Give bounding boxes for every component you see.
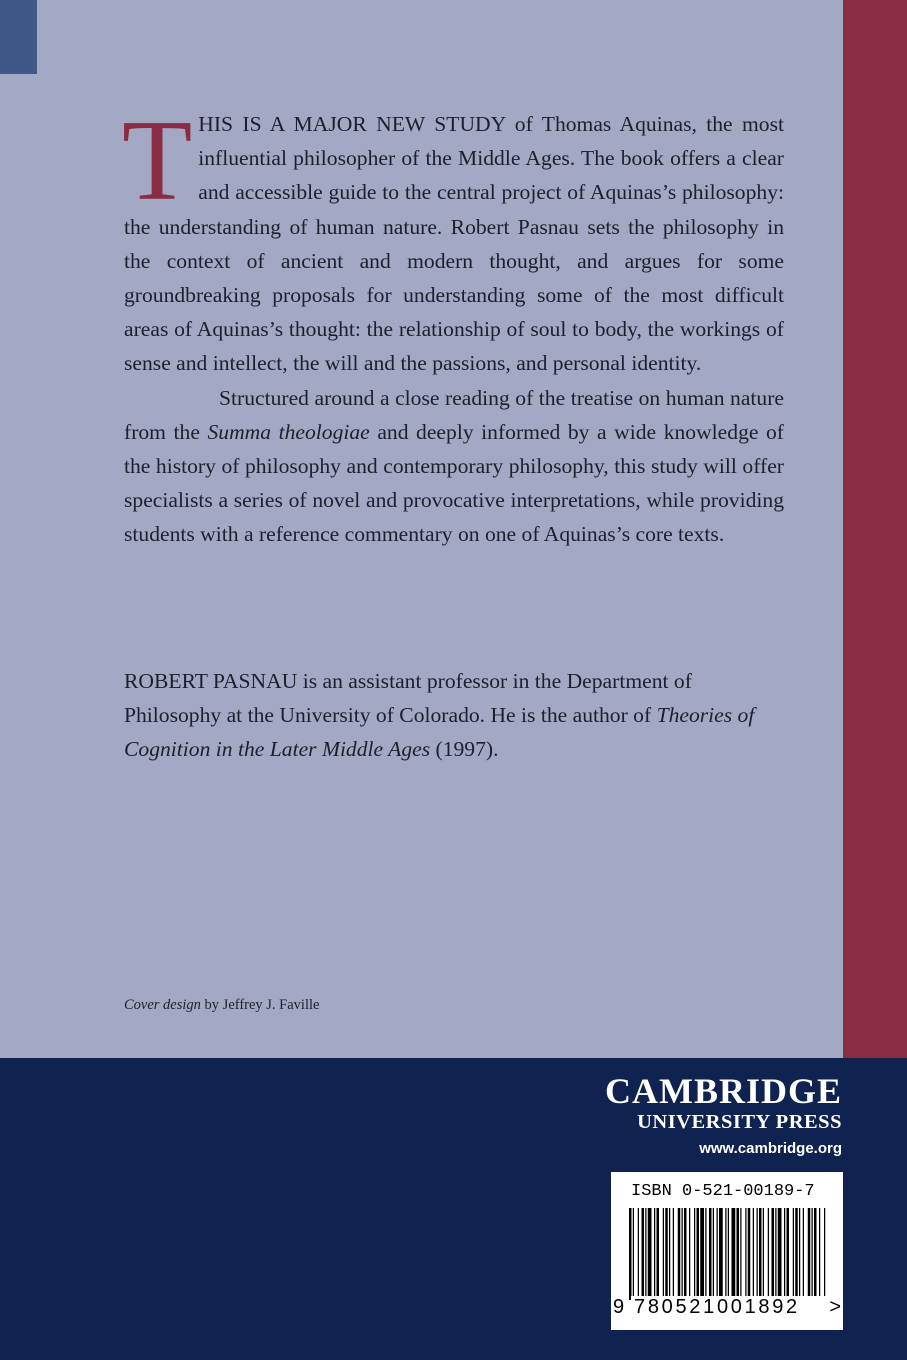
blurb-p2-after: and deeply informed by a wide knowledge of the history of philosophy and contemporary philosophy, this study will offer specialists a series of novel and provocative interpretations, while providing students with a reference commentary on one of Aquinas’s core texts. (124, 419, 784, 547)
isbn-label: ISBN 0-521-00189-7 (631, 1182, 815, 1201)
blurb-p1-text: of Thomas Aquinas, the most influential philosopher of the Middle Ages. The book offers a clear and accessible guide to the central project of Aquinas’s philosophy: the understanding of human nature. Robert Pasnau sets the philosophy in the context of ancient and modern thought, and argues for some groundbreaking proposals for understanding some of the most difficult areas of Aquinas’s thought: the relationship of soul to body, the workings of sense and intellect, the will and the passions, and personal identity. (124, 112, 784, 376)
drop-cap: T (122, 97, 193, 224)
spine-color-strip (843, 0, 907, 1058)
credit-label: Cover design (124, 997, 201, 1013)
author-bio (124, 664, 784, 767)
publisher-url: www.cambridge.org (699, 1140, 842, 1157)
barcode-icon (621, 1208, 833, 1300)
ean-digits: 780521001892 (631, 1296, 840, 1319)
blurb-paragraph-2 (124, 381, 784, 552)
publisher-subname: UNIVERSITY PRESS (637, 1111, 842, 1133)
ean-arrow: > (829, 1296, 841, 1318)
cover-blurb (122, 97, 784, 552)
blurb-paragraph-1 (122, 97, 784, 381)
author-bio-text: ROBERT PASNAU is an assistant professor in the Department of Philosophy at the University of Colorado. He is the author of (124, 669, 692, 728)
barcode-box (611, 1172, 843, 1330)
summa-title: Summa theologiae (207, 419, 370, 444)
blurb-p2-before: Structured around a close reading of the treatise on human nature from the (124, 385, 784, 444)
corner-color-block (0, 0, 37, 74)
cover-design-credit (124, 997, 319, 1014)
credit-designer: by Jeffrey J. Faville (200, 997, 320, 1013)
ean-first-digit: 9 (613, 1296, 625, 1318)
author-book-title: Theories of Cognition in the Later Middle Ages (124, 703, 755, 762)
blurb-opening-caps: HIS IS A MAJOR NEW STUDY (198, 112, 506, 136)
publisher-name: CAMBRIDGE (604, 1071, 842, 1111)
publisher-block (605, 1072, 842, 1157)
author-bio-year: (1997). (430, 737, 499, 762)
